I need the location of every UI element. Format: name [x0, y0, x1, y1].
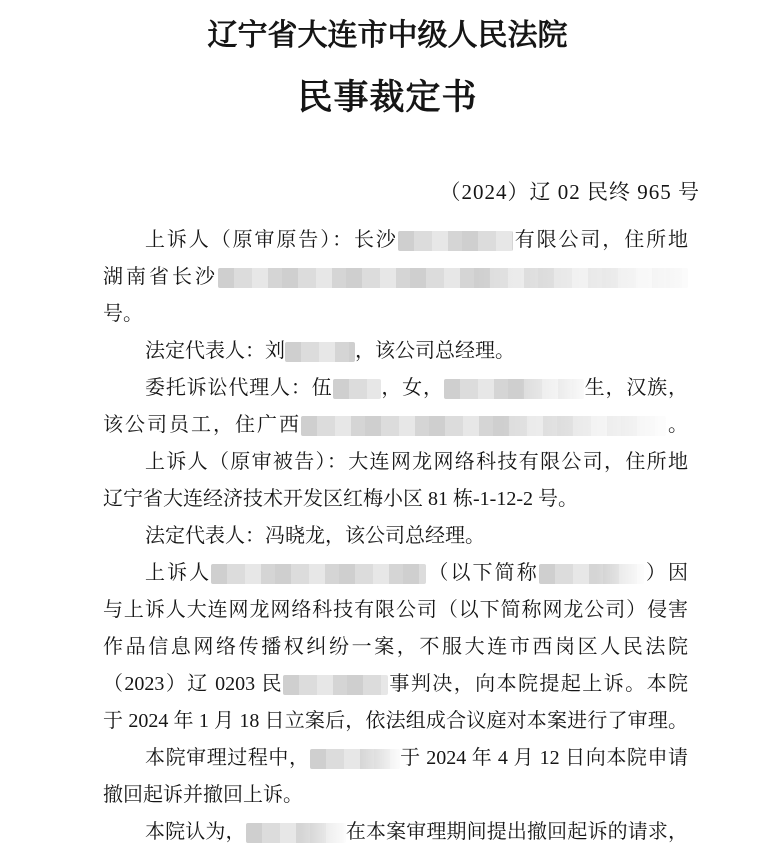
document-line	[103, 629, 688, 666]
document-line	[103, 777, 688, 814]
document-line	[103, 370, 688, 407]
document-line	[103, 259, 688, 296]
line-text: （2023）辽 0203 民	[103, 673, 283, 695]
document-line	[103, 703, 688, 740]
document-line	[103, 518, 688, 555]
document-line	[103, 296, 688, 333]
redaction-block	[283, 675, 388, 695]
line-text: 在本案审理期间提出撤回起诉的请求，	[345, 821, 689, 843]
redaction-block	[301, 416, 666, 436]
line-text: 作品信息网络传播权纠纷一案，不服大连市西岗区人民法院	[103, 636, 688, 658]
line-text: ，该公司总经理。	[355, 340, 515, 362]
line-text: 辽宁省大连经济技术开发区红梅小区 81 栋-1-12-2 号。	[103, 488, 578, 510]
line-text: ，女，	[380, 377, 444, 399]
redaction-block	[211, 564, 426, 584]
line-text: 该公司员工，住广西	[103, 414, 301, 436]
line-text: ）因	[643, 562, 689, 584]
redaction-block	[285, 342, 355, 362]
line-text: 撤回起诉并撤回上诉。	[103, 784, 303, 806]
document-line	[103, 740, 688, 777]
line-text: 法定代表人：刘	[145, 340, 285, 362]
redaction-block	[444, 379, 584, 399]
redaction-block	[333, 379, 381, 399]
line-text: 上诉人	[145, 562, 212, 584]
document-line	[103, 666, 688, 703]
redaction-block	[310, 749, 400, 769]
document-line	[103, 222, 688, 259]
line-text: 。	[666, 414, 688, 436]
line-text: 号。	[103, 303, 143, 325]
line-text: 上诉人（原审被告）：大连网龙网络科技有限公司，住所地	[145, 451, 688, 473]
line-text: 于 2024 年 1 月 18 日立案后，依法组成合议庭对本案进行了审理。	[103, 710, 688, 732]
redaction-block	[218, 268, 688, 288]
line-text: （以下简称	[426, 562, 539, 584]
document-line	[103, 407, 688, 444]
line-text: 生，汉族，	[583, 377, 689, 399]
line-text: 事判决，向本院提起上诉。本院	[388, 673, 688, 695]
document-line	[103, 814, 688, 851]
document-line	[103, 555, 688, 592]
line-text: 于 2024 年 4 月 12 日向本院申请	[399, 747, 689, 769]
line-text: 有限公司，住所地	[512, 229, 689, 251]
document-body	[103, 222, 688, 851]
line-text: 法定代表人：冯晓龙，该公司总经理。	[145, 525, 485, 547]
redaction-block	[398, 231, 513, 251]
document-type-title: 民事裁定书	[297, 78, 478, 117]
document-line	[103, 444, 688, 481]
court-name-title: 辽宁省大连市中级人民法院	[207, 19, 568, 52]
redaction-block	[539, 564, 644, 584]
line-text: 本院审理过程中，	[145, 747, 310, 769]
line-text: 与上诉人大连网龙网络科技有限公司（以下简称网龙公司）侵害	[103, 599, 688, 621]
line-text: 委托诉讼代理人：伍	[145, 377, 333, 399]
document-line	[103, 333, 688, 370]
line-text: 本院认为，	[145, 821, 246, 843]
document-line	[103, 481, 688, 518]
case-number: （2024）辽 02 民终 965 号	[439, 180, 700, 204]
document-line	[103, 592, 688, 629]
line-text: 上诉人（原审原告）：长沙	[145, 229, 398, 251]
line-text: 湖南省长沙	[103, 266, 218, 288]
redaction-block	[246, 823, 346, 843]
